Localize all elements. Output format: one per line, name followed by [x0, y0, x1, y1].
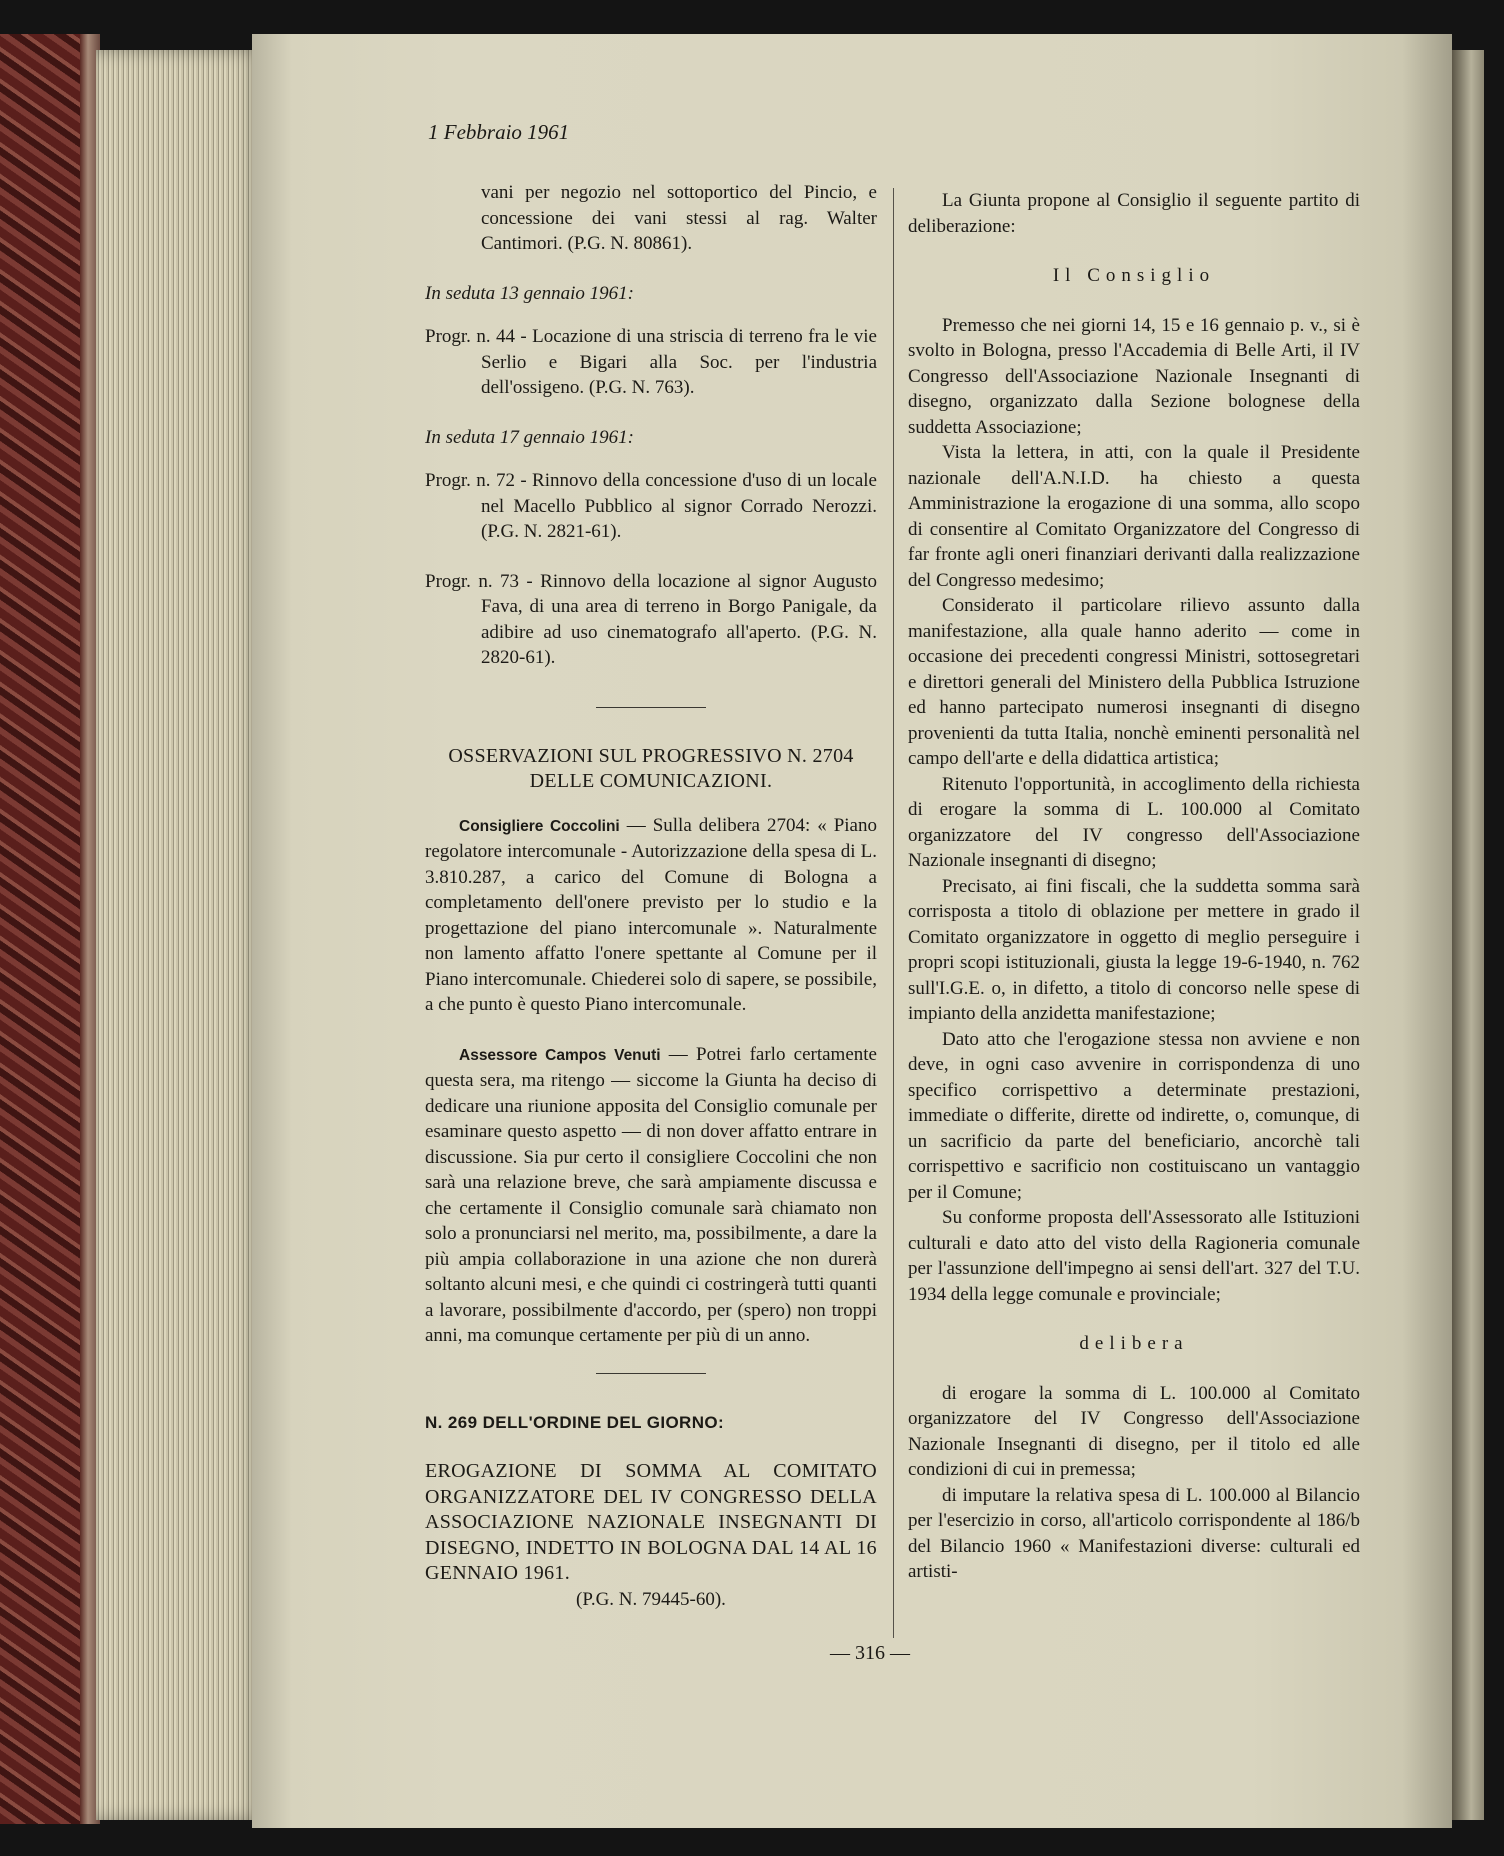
speech-campos-venuti: [425, 1042, 877, 1349]
consiglio-heading: Il Consiglio: [1052, 265, 1216, 286]
precisato-paragraph: Precisato, ai fini fiscali, che la suddetta somma sarà corrisposta a titolo di oblazione per mettere in grado il Comitato organizzatore in oggetto di meglio perseguire i propri scopi istituzionali, giusta la legge 19-6-1940, n. 762 sull'I.G.E. o, in difetto, a titolo di concorso nelle spese di impianto della anzidetta manifestazione;: [908, 875, 1360, 1024]
speaker-name: Consigliere Coccolini: [459, 817, 620, 835]
page-header-date: 1 Febbraio 1961: [428, 120, 570, 144]
session-heading-13: In seduta 13 gennaio 1961:: [425, 282, 634, 304]
giunta-intro: La Giunta propone al Consiglio il seguente partito di deliberazione:: [908, 190, 1360, 237]
su-conforme-paragraph: Su conforme proposta dell'Assessorato alle Istituzioni culturali e dato atto del visto della Ragioneria comunale per l'assunzione dell'impegno ai sensi dell'art. 327 del T.U. 1934 della legge comunale e provinciale;: [908, 1207, 1360, 1305]
section-rule: [596, 707, 706, 708]
book-binding: [0, 34, 80, 1824]
section-rule: [596, 1373, 706, 1374]
delibera-point-1: di erogare la somma di L. 100.000 al Comitato organizzatore del IV Congresso dell'Associazione Nazionale Insegnanti di disegno, per il titolo ed alle condizioni di cui in premessa;: [908, 1382, 1360, 1480]
item-progr-73: Progr. n. 73 - Rinnovo della locazione al signor Augusto Fava, di una area di terreno in Borgo Panigale, da adibire ad uso cinematografo all'aperto. (P.G. N. 2820-61).: [425, 570, 877, 668]
item-progr-44: Progr. n. 44 - Locazione di una striscia di terreno fra le vie Serlio e Bigari alla Soc. per l'industria dell'ossigeno. (P.G. N. 763).: [425, 326, 877, 398]
ritenuto-paragraph: Ritenuto l'opportunità, in accoglimento della richiesta di erogare la somma di L. 100.000 al Comitato organizzatore del IV congresso dell'Associazione Nazionale insegnanti di disegno;: [908, 773, 1360, 871]
speech-text: — Potrei farlo certamente questa sera, ma ritengo — siccome la Giunta ha deciso di dedicare una riunione apposita del Consiglio comunale per esaminare questo aspetto — di non dover affatto entrare in discussione. Sia pur certo il consigliere Coccolini che non sarà una relazione breve, che sarà ampiamente discussa e che certamente il Consiglio comunale sarà chiamato non solo a pronunciarsi nel merito, ma, possibilmente, a dare la più ampia collaborazione in una azione che non durerà soltanto alcuni mesi, e che quindi ci costringerà tutti quanti a lavorare, possibilmente d'accordo, per (spero) non troppi anni, ma comunque certamente per più di un anno.: [425, 1043, 877, 1346]
page-edges: [96, 50, 264, 1820]
delibera-heading: delibera: [1079, 1333, 1189, 1354]
right-column: [908, 188, 1360, 1585]
delibera-point-2: di imputare la relativa spesa di L. 100.000 al Bilancio per l'esercizio in corso, all'articolo corrispondente al 186/b del Bilancio 1960 « Manifestazioni diverse: culturali ed artisti-: [908, 1484, 1360, 1582]
session-heading-17: In seduta 17 gennaio 1961:: [425, 426, 634, 448]
item-progr-72: Progr. n. 72 - Rinnovo della concessione d'uso di un locale nel Macello Pubblico al signor Corrado Nerozzi. (P.G. N. 2821-61).: [425, 470, 877, 542]
next-page-edge: [1452, 50, 1484, 1820]
speech-text: — Sulla delibera 2704: « Piano regolatore intercomunale - Autorizzazione della spesa di L. 3.810.287, a carico del Comune di Bologna a completamento dell'onere previsto per lo studio e la progettazione del piano intercomunale ». Naturalmente non lamento affatto l'onere spettante al Comune per il Piano intercomunale. Chiederei solo di sapere, se possibile, a che punto è questo Piano intercomunale.: [425, 814, 877, 1015]
speaker-name: Assessore Campos Venuti: [459, 1046, 661, 1064]
agenda-item-pg: (P.G. N. 79445-60).: [576, 1588, 726, 1610]
speech-coccolini: [425, 813, 877, 1018]
observations-title: OSSERVAZIONI SUL PROGRESSIVO N. 2704 DELLE COMUNICAZIONI.: [448, 744, 854, 792]
column-divider: [893, 188, 894, 1638]
intro-paragraph: vani per negozio nel sottoportico del Pincio, e concessione dei vani stessi al rag. Walter Cantimori. (P.G. N. 80861).: [481, 182, 877, 254]
agenda-item-title: EROGAZIONE DI SOMMA AL COMITATO ORGANIZZATORE DEL IV CONGRESSO DELLA ASSOCIAZIONE NAZIONALE INSEGNANTI DI DISEGNO, INDETTO IN BOLOGNA DAL 14 AL 16 GENNAIO 1961.: [425, 1460, 877, 1584]
left-column: [425, 180, 877, 1612]
dato-atto-paragraph: Dato atto che l'erogazione stessa non avviene e non deve, in ogni caso avvenire in corrispondenza di uno specifico corrispettivo a determinate prestazioni, immediate o differite, dirette od indirette, o, comunque, di un sacrificio da parte del beneficiario, ancorchè tali corrispettivo e sacrificio non costituiscano un vantaggio per il Comune;: [908, 1028, 1360, 1203]
agenda-item-heading: N. 269 DELL'ORDINE DEL GIORNO:: [425, 1412, 725, 1432]
page-number: — 316 —: [830, 1642, 910, 1664]
considerato-paragraph: Considerato il particolare rilievo assunto dalla manifestazione, alla quale hanno aderito — come in occasione dei precedenti congressi Ministri, sottosegretari e direttori generali del Ministero della Pubblica Istruzione ed hanno partecipato numerosi insegnanti di disegno provenienti da tutta Italia, nonchè eminenti personalità nel campo dell'arte e della didattica artistica;: [908, 595, 1360, 769]
vista-paragraph: Vista la lettera, in atti, con la quale il Presidente nazionale dell'A.N.I.D. ha chiesto a questa Amministrazione la erogazione di una somma, allo scopo di consentire al Comitato Organizzatore del Congresso di far fronte agli oneri finanziari derivanti dalla realizzazione del Congresso medesimo;: [908, 442, 1360, 591]
premesso-paragraph: Premesso che nei giorni 14, 15 e 16 gennaio p. v., si è svolto in Bologna, presso l'Accademia di Belle Arti, il IV Congresso dell'Associazione Nazionale Insegnanti di disegno, organizzato dalla Sezione bolognese della suddetta Associazione;: [908, 314, 1360, 438]
